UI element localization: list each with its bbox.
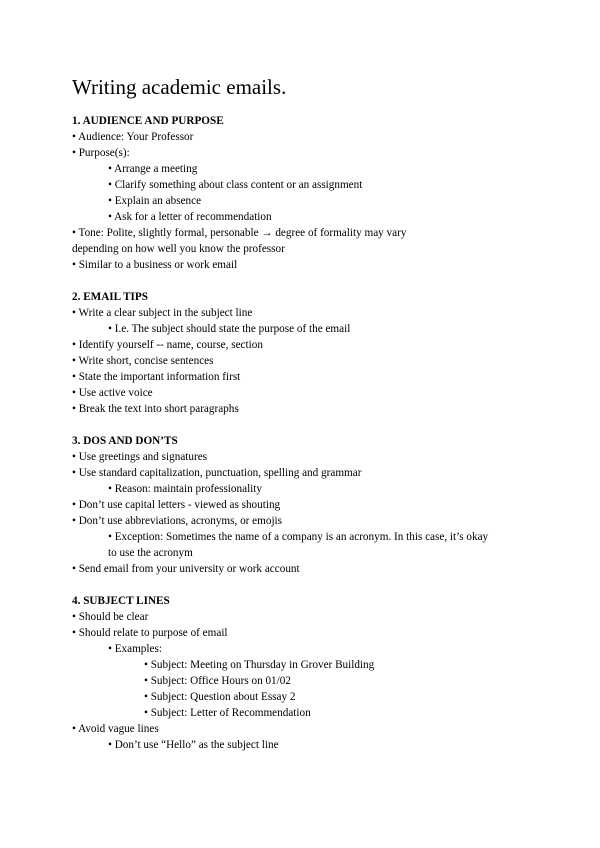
section-spacer — [72, 577, 542, 593]
list-item: • Subject: Letter of Recommendation — [144, 707, 311, 719]
list-item: • Should relate to purpose of email — [72, 627, 228, 639]
list-item: • Explain an absence — [108, 195, 202, 207]
section — [72, 593, 542, 753]
list-item: • Write short, concise sentences — [72, 355, 214, 367]
section-heading: 4. SUBJECT LINES — [72, 595, 170, 607]
list-item: • Don’t use capital letters - viewed as shouting — [72, 499, 281, 511]
section-heading: 3. DOS AND DON’TS — [72, 435, 178, 447]
list-item: • Purpose(s): — [72, 147, 130, 159]
list-item: • Break the text into short paragraphs — [72, 403, 239, 415]
list-item: • Ask for a letter of recommendation — [108, 211, 272, 223]
list-item-continuation: depending on how well you know the professor — [72, 243, 285, 255]
list-item: • Use standard capitalization, punctuation, spelling and grammar — [72, 467, 362, 479]
list-item: • Arrange a meeting — [108, 163, 198, 175]
list-item: • Exception: Sometimes the name of a company is an acronym. In this case, it’s okay — [108, 531, 489, 543]
list-item: • State the important information first — [72, 371, 241, 383]
list-item: • Similar to a business or work email — [72, 259, 238, 271]
list-item: • Subject: Question about Essay 2 — [144, 691, 296, 703]
list-item: • Tone: Polite, slightly formal, personable → degree of formality may vary — [72, 227, 407, 239]
list-item: • Audience: Your Professor — [72, 131, 194, 143]
list-item: • Clarify something about class content or an assignment — [108, 179, 363, 191]
section-spacer — [72, 417, 542, 433]
section — [72, 113, 542, 273]
list-item: • Use active voice — [72, 387, 153, 399]
section — [72, 433, 542, 577]
list-item: • Reason: maintain professionality — [108, 483, 262, 495]
list-item: • I.e. The subject should state the purpose of the email — [108, 323, 351, 335]
list-item: • Examples: — [108, 643, 162, 655]
list-item: • Write a clear subject in the subject line — [72, 307, 253, 319]
list-item-continuation: to use the acronym — [108, 547, 193, 559]
list-item: • Subject: Office Hours on 01/02 — [144, 675, 291, 687]
list-item: • Send email from your university or work account — [72, 563, 300, 575]
list-item: • Subject: Meeting on Thursday in Grover Building — [144, 659, 375, 671]
section — [72, 289, 542, 417]
page-title: Writing academic emails. — [72, 75, 287, 99]
list-item: • Should be clear — [72, 611, 149, 623]
list-item: • Identify yourself -- name, course, section — [72, 339, 263, 351]
section-heading: 1. AUDIENCE AND PURPOSE — [72, 115, 224, 127]
list-item: • Don’t use “Hello” as the subject line — [108, 739, 279, 751]
section-spacer — [72, 273, 542, 289]
list-item: • Use greetings and signatures — [72, 451, 208, 463]
section-heading: 2. EMAIL TIPS — [72, 291, 148, 303]
list-item: • Avoid vague lines — [72, 723, 159, 735]
document-body — [72, 113, 542, 753]
list-item: • Don’t use abbreviations, acronyms, or emojis — [72, 515, 283, 527]
